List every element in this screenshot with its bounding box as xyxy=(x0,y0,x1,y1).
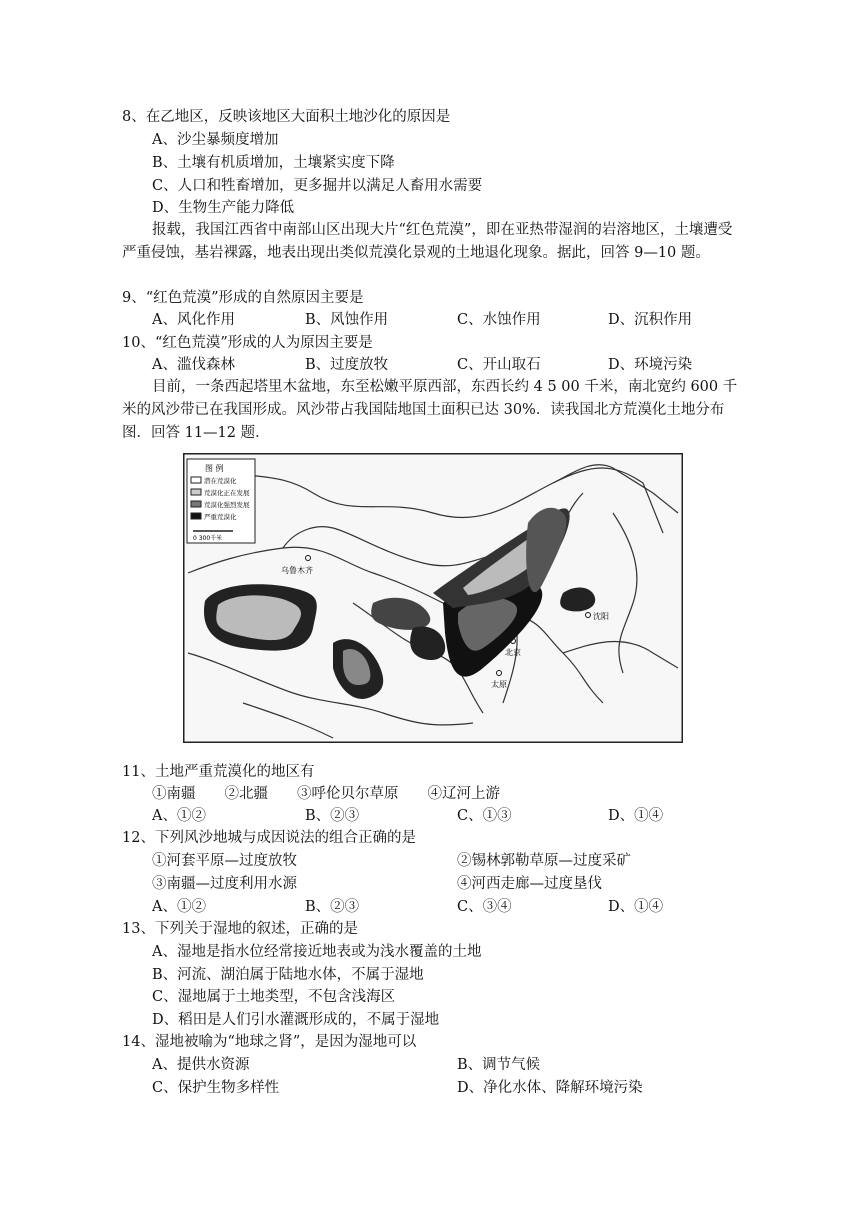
q10-option-b: B、过度放牧 xyxy=(305,357,389,373)
legend-item-strong: 荒漠化强烈发展 xyxy=(204,501,250,509)
passage-sand-belt: 目前，一条西起塔里木盆地，东至松嫩平原西部，东西长约 4 5 00 千米，南北宽约 600 千米的风沙带已在我国形成。风沙带占我国陆地国土面积已达 30%．读我国北方荒漠化土地分布图．回答 11—12 题． xyxy=(122,379,738,441)
city-label-beijing: 北京 xyxy=(505,648,521,657)
q13-option-d: D、稻田是人们引水灌溉形成的，不属于湿地 xyxy=(152,1012,440,1028)
q14-option-a: A、提供水资源 xyxy=(152,1057,250,1073)
passage-red-desert: 报载，我国江西省中南部山区出现大片“红色荒漠”，即在亚热带湿润的岩溶地区，土壤遭受严重侵蚀，基岩裸露，地表出现出类似荒漠化景观的土地退化现象。据此，回答 9—10 题。 xyxy=(122,222,733,261)
q11-option-c: C、①③ xyxy=(457,808,512,824)
scale-label: 0 300千米 xyxy=(193,535,223,542)
map-legend xyxy=(187,459,255,543)
legend-item-severe: 严重荒漠化 xyxy=(204,513,237,521)
q10-option-a: A、滥伐森林 xyxy=(152,357,235,373)
legend-swatch-strong xyxy=(191,501,201,507)
q8-option-d: D、生物生产能力降低 xyxy=(152,200,295,216)
q14-option-b: B、调节气候 xyxy=(457,1057,541,1073)
q11-option-a: A、①② xyxy=(152,808,206,824)
q9-option-b: B、风蚀作用 xyxy=(305,312,389,328)
q13-option-b: B、河流、湖泊属于陆地水体，不属于湿地 xyxy=(152,967,424,983)
q13-option-c: C、湿地属于土地类型，不包含浅海区 xyxy=(152,989,396,1005)
q12-item-4: ④河西走廊—过度垦伐 xyxy=(457,876,602,892)
q9-option-c: C、水蚀作用 xyxy=(457,312,541,328)
q10-option-d: D、环境污染 xyxy=(608,357,693,373)
q8-option-b: B、土壤有机质增加，土壤紧实度下降 xyxy=(152,155,395,171)
q14-stem: 14、湿地被喻为“地球之肾”，是因为湿地可以 xyxy=(122,1034,417,1050)
q9-option-d: D、沉积作用 xyxy=(608,312,693,328)
q14-option-d: D、净化水体、降解环境污染 xyxy=(457,1080,643,1096)
city-label-taiyuan: 太原 xyxy=(491,680,507,689)
q12-item-1: ①河套平原—过度放牧 xyxy=(152,853,297,869)
q12-stem: 12、下列风沙地城与成因说法的组合正确的是 xyxy=(122,830,416,846)
desertification-map xyxy=(183,453,683,743)
legend-swatch-developing xyxy=(191,489,201,495)
q8-option-c: C、人口和牲畜增加，更多掘井以满足人畜用水需要 xyxy=(152,178,483,194)
q13-option-a: A、湿地是指水位经常接近地表或为浅水覆盖的土地 xyxy=(152,944,482,960)
q8-stem: 8、在乙地区，反映该地区大面积土地沙化的原因是 xyxy=(122,109,451,125)
q12-option-a: A、①② xyxy=(152,899,206,915)
q11-stem: 11、土地严重荒漠化的地区有 xyxy=(122,764,315,780)
q14-option-c: C、保护生物多样性 xyxy=(152,1080,280,1096)
q11-option-d: D、①④ xyxy=(608,808,664,824)
q12-item-2: ②锡林郭勒草原—过度采矿 xyxy=(457,853,631,869)
legend-title: 图 例 xyxy=(205,464,224,473)
city-label-shenyang: 沈阳 xyxy=(593,612,609,621)
q10-stem: 10、“红色荒漠”形成的人为原因主要是 xyxy=(122,335,373,351)
q10-option-c: C、开山取石 xyxy=(457,357,541,373)
q9-option-a: A、风化作用 xyxy=(152,312,235,328)
q9-stem: 9、“红色荒漠”形成的自然原因主要是 xyxy=(122,290,364,306)
legend-item-potential: 潜在荒漠化 xyxy=(204,477,237,485)
q11-items: ①南疆 ②北疆 ③呼伦贝尔草原 ④辽河上游 xyxy=(152,786,500,802)
q12-option-d: D、①④ xyxy=(608,899,664,915)
q11-option-b: B、②③ xyxy=(305,808,360,824)
city-label-urumqi: 乌鲁木齐 xyxy=(281,566,313,575)
legend-swatch-severe xyxy=(191,513,201,519)
legend-swatch-potential xyxy=(191,477,201,483)
legend-item-developing: 荒漠化正在发展 xyxy=(204,489,250,497)
q12-option-b: B、②③ xyxy=(305,899,360,915)
q8-option-a: A、沙尘暴频度增加 xyxy=(152,132,279,148)
q13-stem: 13、下列关于湿地的叙述，正确的是 xyxy=(122,921,358,937)
q12-option-c: C、③④ xyxy=(457,899,512,915)
q12-item-3: ③南疆—过度利用水源 xyxy=(152,876,297,892)
